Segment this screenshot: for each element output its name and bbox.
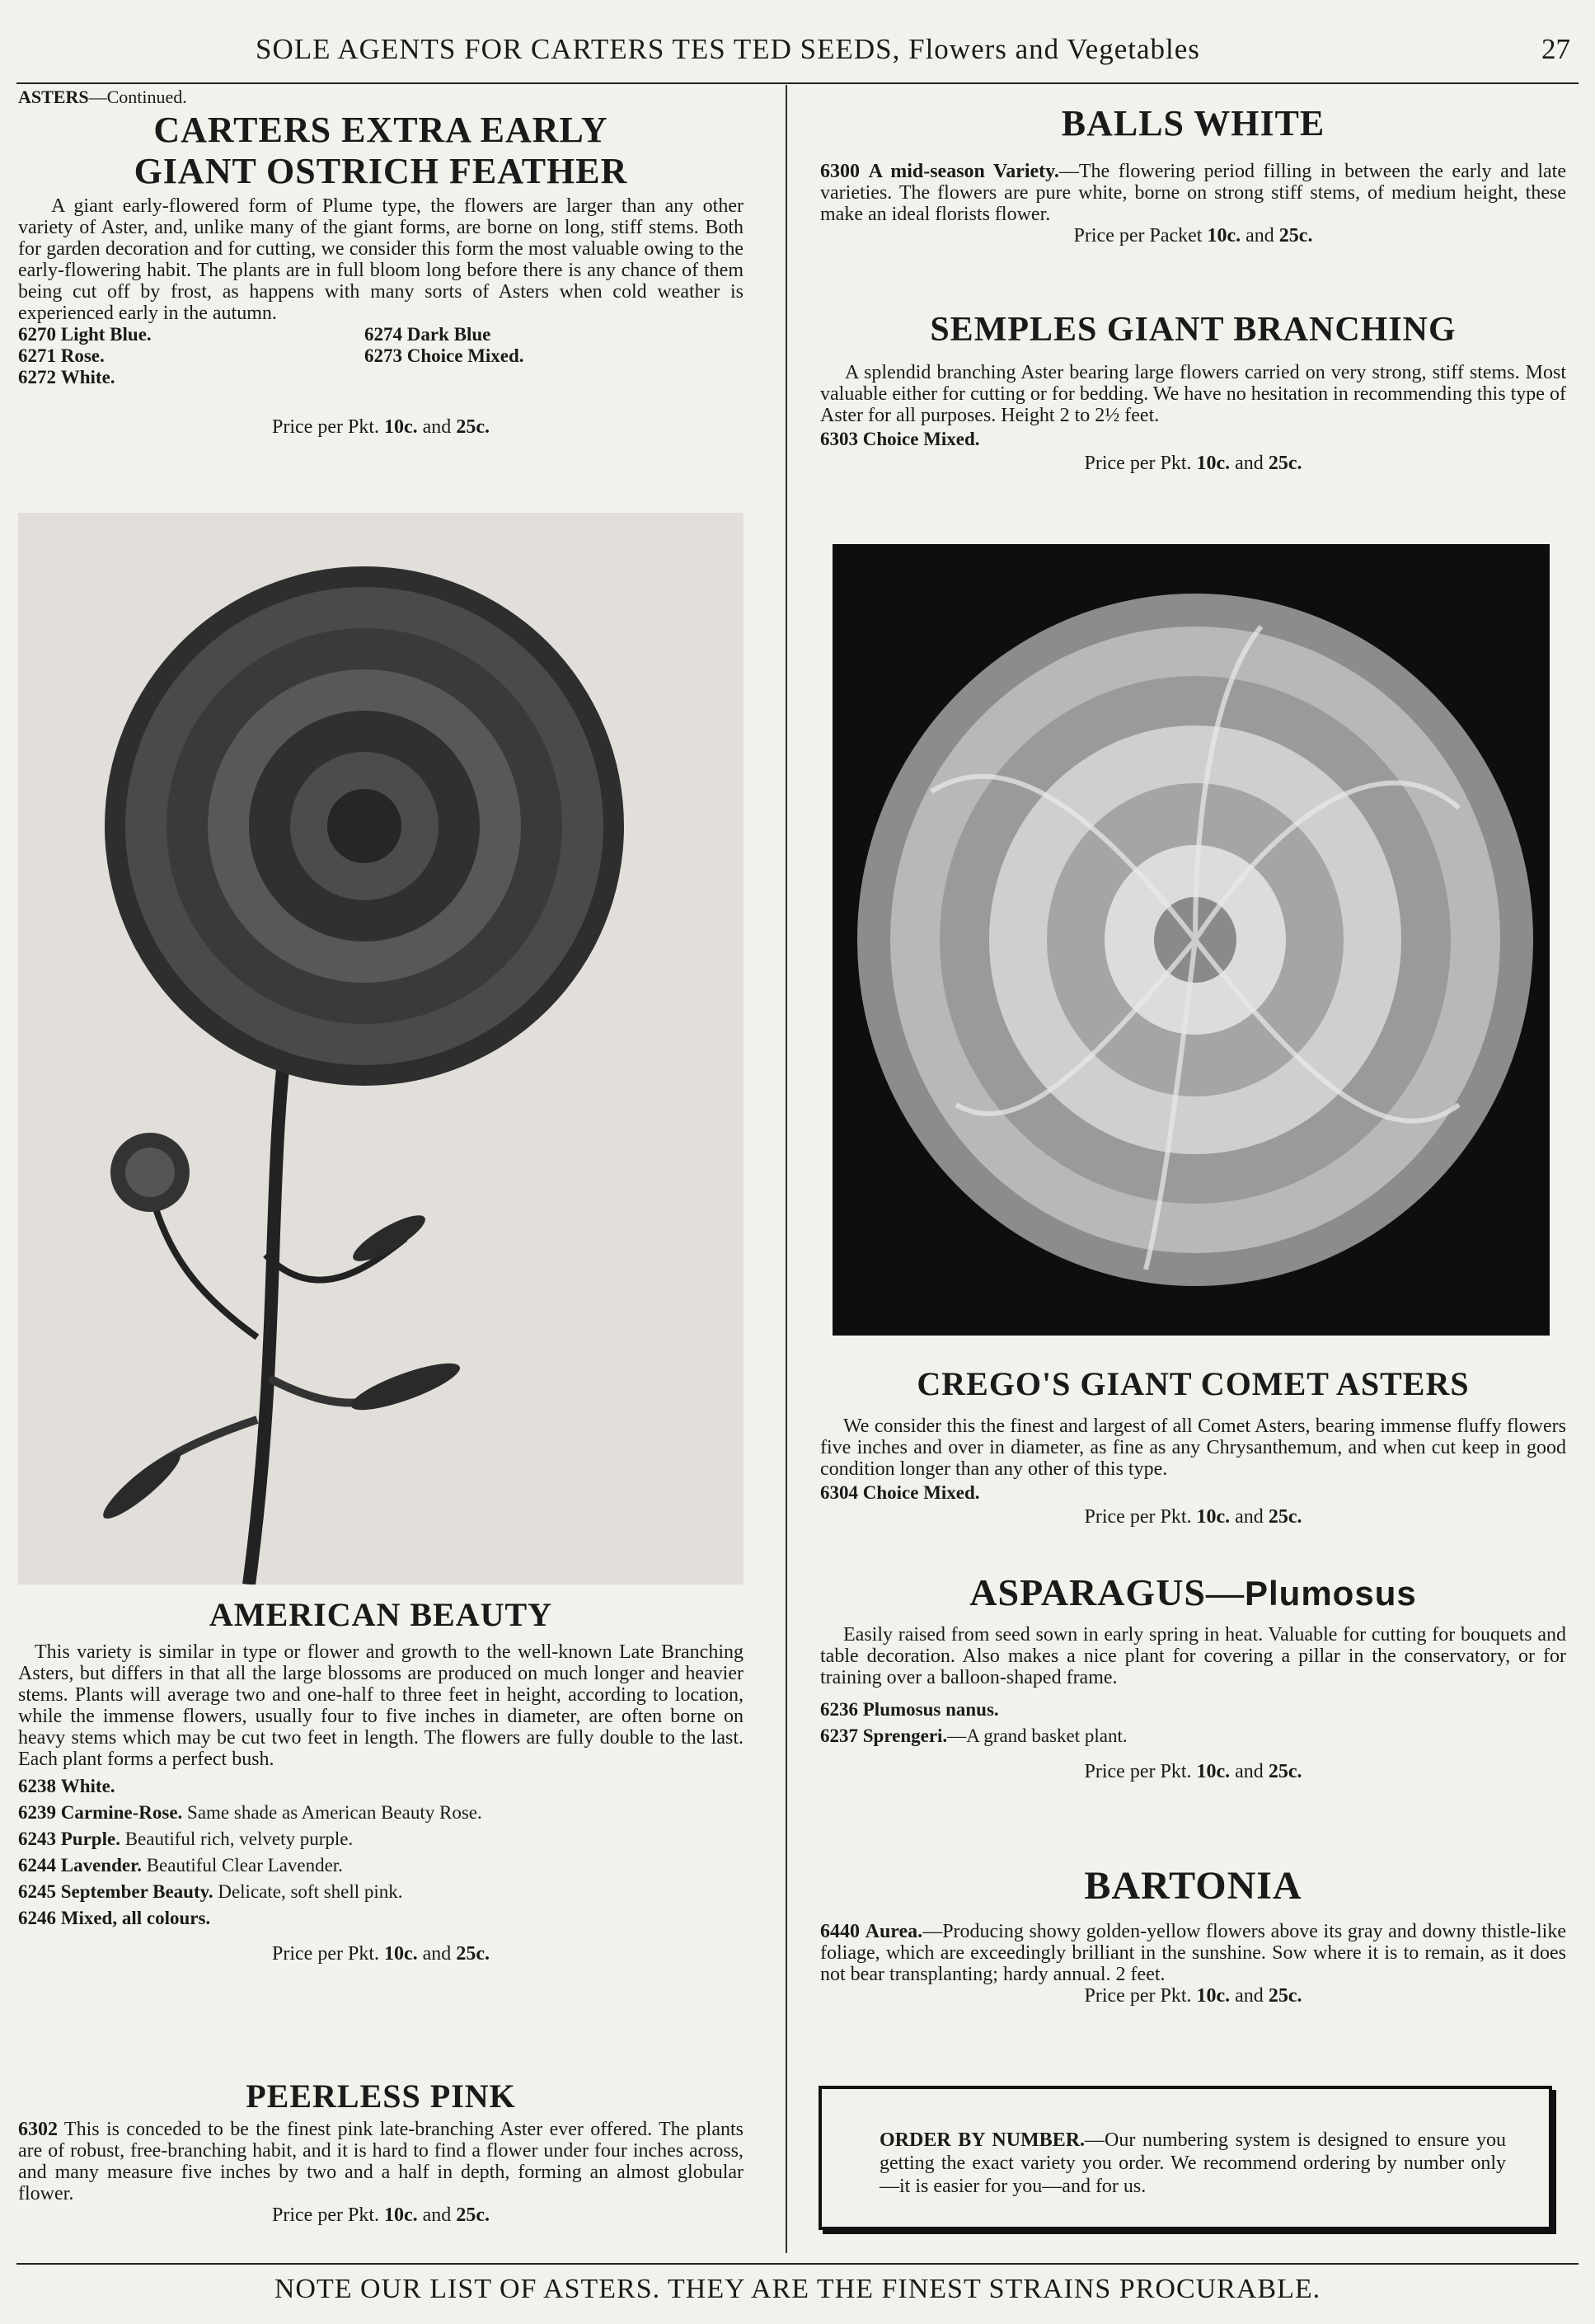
variety-list [18, 324, 744, 388]
list-item: 6303 Choice Mixed. [820, 429, 980, 449]
price-line: Price per Pkt. 10c. and 25c. [1084, 1506, 1302, 1528]
variety-list [18, 1773, 744, 1932]
section-description: We consider this the finest and largest of all Comet Asters, bearing immense fluffy flowers five inches and over in diameter, as fine as any Chrysanthemum, and when cut keep in good condition longer than any other of this type. [820, 1416, 1566, 1480]
section-description: 6300 A mid-season Variety.—The flowering period filling in between the early and late varieties. The flowers are pure white, borne on strong stiff stems, of medium height, these make an ideal florists flower. [820, 161, 1567, 225]
list-item: 6246 Mixed, all colours. [18, 1908, 211, 1928]
section-title: ASPARAGUS—Plumosus [969, 1571, 1417, 1613]
price-line: Price per Pkt. 10c. and 25c. [1084, 453, 1302, 474]
list-item: 6274 Dark Blue [364, 324, 491, 345]
ostrich-feather-section [18, 87, 744, 439]
list-item: 6244 Lavender. Beautiful Clear Lavender. [18, 1855, 343, 1876]
price-line: Price per Pkt. 10c. and 25c. [272, 416, 490, 438]
crego-section [820, 1364, 1566, 1528]
list-item: 6238 White. [18, 1776, 115, 1796]
section-description: 6440 Aurea.—Producing showy golden-yellow flowers above its gray and downy thistle-like foliage, which are exceedingly brilliant in the sunshine. Sow where it is to remain, as it does not bear transplanting; hardy annual. 2 feet. [820, 1921, 1566, 1985]
section-description: 6302 This is conceded to be the finest pink late-branching Aster ever offered. The plants are of robust, free-branching habit, and it is hard to find a flower under four inches across, and many measure five inches by two and a half in depth, forming an almost globular flower. [18, 2119, 744, 2204]
section-title: CREGO'S GIANT COMET ASTERS [917, 1365, 1470, 1402]
aster-flower-photo [18, 513, 744, 1585]
comet-aster-photo [833, 544, 1550, 1336]
header-title: SOLE AGENTS FOR CARTERS TES TED SEEDS, Flowers and Vegetables [256, 33, 1200, 65]
section-title: SEMPLES GIANT BRANCHING [930, 311, 1457, 349]
variety-list [820, 1697, 1566, 1749]
semples-section [820, 309, 1566, 475]
section-title: BALLS WHITE [1061, 103, 1325, 143]
section-description: This variety is similar in type or flower and growth to the well-known Late Branching Asters, but differs in that all the large blossoms are produced on much longer and heavier stems. Plants will average two and one-half to three feet in height, according to location, while the immense flowers, usually four to five inches in diameter, are often borne on heavy stems which may be cut two feet in length. The flowers are fully double to the last. Each plant forms a perfect bush. [18, 1641, 744, 1770]
price-line: Price per Pkt. 10c. and 25c. [272, 1943, 490, 1965]
list-item: 6243 Purple. Beautiful rich, velvety purple. [18, 1829, 354, 1849]
section-title: AMERICAN BEAUTY [209, 1596, 553, 1633]
footer-rule [16, 2263, 1579, 2265]
bartonia-section [820, 1863, 1566, 2007]
page-number: 27 [1541, 33, 1570, 65]
section-description: A giant early-flowered form of Plume type, the flowers are larger than any other variety of Aster, and, unlike many of the giant forms, are borne on long, stiff stems. Both for garden decoration and for cutting, we consider this form the most valuable owing to the early-flowering habit. The plants are in full bloom long before there is any chance of them being cut off by frost, as happens with many sorts of Asters when cold weather is experienced early in the autumn. [18, 195, 744, 324]
asparagus-section [820, 1570, 1566, 1783]
peerless-pink-section [18, 2078, 744, 2227]
section-title: BARTONIA [1084, 1864, 1302, 1908]
order-by-number-box [819, 2086, 1552, 2230]
continued-label: ASTERS—Continued. [18, 87, 187, 107]
section-title: GIANT OSTRICH FEATHER [134, 151, 628, 191]
order-notice: ORDER BY NUMBER.—Our numbering system is designed to ensure you getting the exact variety you order. We recommend ordering by number only—it is easier for you—and for us. [880, 2129, 1506, 2197]
list-item: 6239 Carmine-Rose. Same shade as American Beauty Rose. [18, 1802, 482, 1823]
balls-white-section [820, 103, 1566, 247]
section-description: A splendid branching Aster bearing large flowers carried on very strong, stiff stems. Most valuable either for cutting or for bedding. We have no hesitation in recommending this type of Aster for all purposes. Height 2 to 2½ feet. [820, 362, 1566, 426]
price-line: Price per Pkt. 10c. and 25c. [1084, 1761, 1302, 1782]
list-item: 6304 Choice Mixed. [820, 1482, 980, 1503]
list-item: 6271 Rose. [18, 345, 105, 366]
comet-aster-illustration [833, 544, 1550, 1336]
column-divider [786, 85, 787, 2253]
list-item: 6236 Plumosus nanus. [820, 1699, 999, 1720]
american-beauty-section [18, 1595, 744, 1965]
list-item: 6272 White. [18, 367, 115, 387]
aster-flower-illustration [18, 513, 744, 1585]
price-line: Price per Pkt. 10c. and 25c. [272, 2204, 490, 2226]
list-item: 6273 Choice Mixed. [364, 345, 524, 366]
list-item: 6270 Light Blue. [18, 324, 152, 345]
section-title: PEERLESS PINK [246, 2078, 516, 2115]
price-line: Price per Packet 10c. and 25c. [1073, 225, 1313, 246]
section-title: CARTERS EXTRA EARLY [153, 110, 608, 150]
page-footer: NOTE OUR LIST OF ASTERS. THEY ARE THE FINEST STRAINS PROCURABLE. [274, 2274, 1321, 2304]
section-description: Easily raised from seed sown in early spring in heat. Valuable for cutting for bouquets and table decoration. Also makes a nice plant for covering a pillar in the conservatory, or for training over a balloon-shaped frame. [820, 1624, 1566, 1688]
list-item: 6245 September Beauty. Delicate, soft shell pink. [18, 1881, 403, 1902]
list-item: 6237 Sprengeri.—A grand basket plant. [820, 1725, 1128, 1746]
page-header [16, 33, 1579, 84]
price-line: Price per Pkt. 10c. and 25c. [1084, 1985, 1302, 2007]
